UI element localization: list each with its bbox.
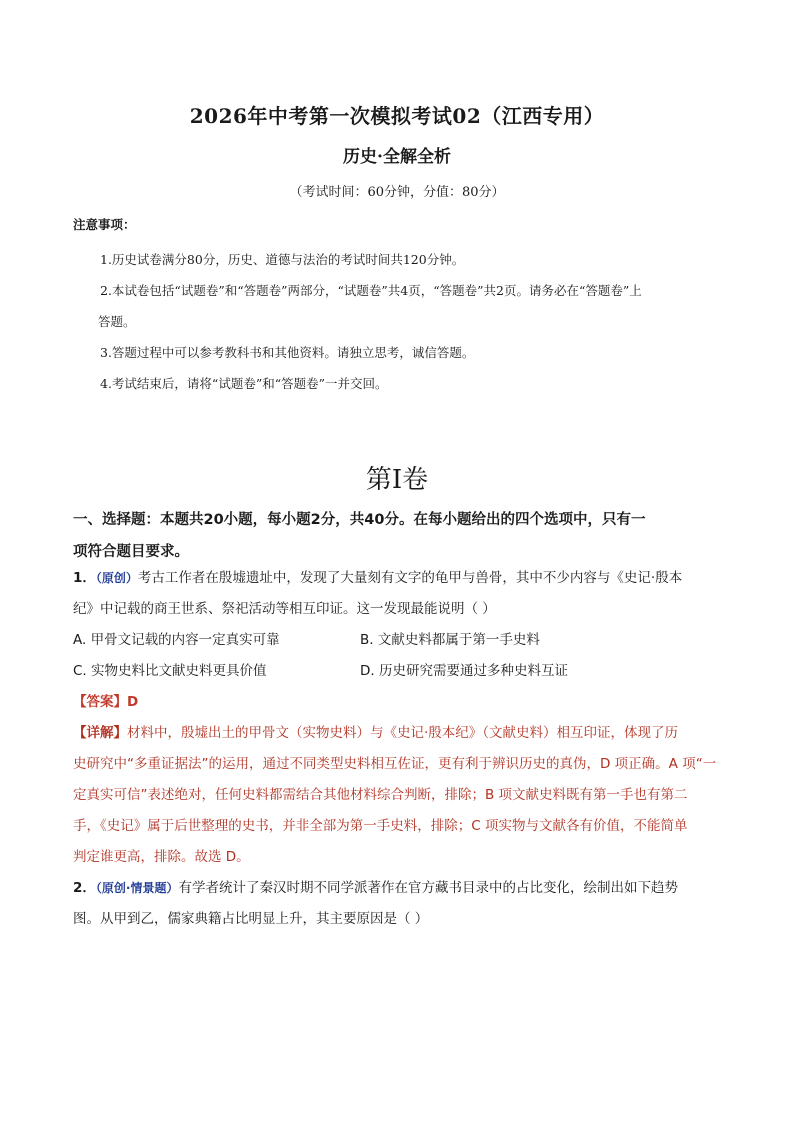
option-c: C. 实物史料比文献史料更具价值 — [73, 663, 267, 679]
answer-value: D — [127, 694, 139, 710]
answer-line — [73, 687, 138, 718]
detail-text: 史研究中“多重证据法”的运用，通过不同类型史料相互佐证，更有利于辨识历史的真伪，D 项正确。A 项“一 — [73, 756, 717, 772]
question-1-options — [73, 625, 723, 687]
detail-text: 材料中，殷墟出土的甲骨文（实物史料）与《史记·殷本纪》（文献史料）相互印证，体现了历 — [127, 725, 679, 741]
notice-item: 3.答题过程中可以参考教科书和其他资料。请独立思考，诚信答题。 — [100, 345, 475, 360]
section-title: 第Ⅰ卷 — [365, 465, 429, 495]
question-stem: 纪》中记载的商王世系、祭祀活动等相互印证。这一发现最能说明（ ） — [73, 601, 496, 617]
explanation — [73, 718, 723, 873]
notice-item: 2.本试卷包括“试题卷”和“答题卷”两部分，“试题卷”共4页，“答题卷”共2页。请务必在“答题卷”上 — [100, 283, 642, 298]
option-b: B. 文献史料都属于第一手史料 — [360, 632, 540, 648]
detail-text: 定真实可信”表述绝对，任何史料都需结合其他材料综合判断，排除；B 项文献史料既有第一手也有第二 — [73, 787, 688, 803]
notice-heading: 注意事项： — [73, 217, 136, 232]
instruction-line: 一、选择题：本题共20小题，每小题2分，共40分。在每小题给出的四个选项中，只有一 — [73, 512, 646, 528]
detail-label: 【详解】 — [73, 725, 127, 741]
notice-item: 4.考试结束后，请将“试题卷”和“答题卷”一并交回。 — [100, 376, 388, 391]
question-number: 2． — [73, 880, 96, 896]
exam-subtitle: 历史·全解全析 — [343, 147, 451, 167]
notice-list — [100, 244, 725, 399]
notice-item: 1.历史试卷满分80分，历史、道德与法治的考试时间共120分钟。 — [100, 252, 465, 267]
question-stem: 有学者统计了秦汉时期不同学派著作在官方藏书目录中的占比变化，绘制出如下趋势 — [178, 880, 678, 896]
answer-label: 【答案】 — [73, 694, 127, 710]
detail-text: 判定谁更高，排除。故选 D。 — [73, 849, 250, 865]
detail-text: 手，《史记》属于后世整理的史书，并非全部为第一手史料，排除；C 项实物与文献各有价值，不能简单 — [73, 818, 688, 834]
section-instruction — [73, 504, 723, 568]
question-number: 1． — [73, 570, 96, 586]
notice-item-continued: 答题。 — [98, 314, 136, 329]
option-a: A. 甲骨文记载的内容一定真实可靠 — [73, 632, 280, 648]
question-2 — [73, 873, 723, 935]
instruction-line: 项符合题目要求。 — [73, 544, 189, 560]
exam-title: 2026年中考第一次模拟考试02（江西专用） — [189, 104, 605, 128]
question-stem: 考古工作者在殷墟遗址中，发现了大量刻有文字的龟甲与兽骨，其中不少内容与《史记·殷本 — [137, 570, 683, 586]
question-tag: （原创） — [95, 571, 138, 585]
question-stem: 图。从甲到乙，儒家典籍占比明显上升，其主要原因是（ ） — [73, 911, 429, 927]
exam-info: （考试时间：60分钟，分值：80分） — [289, 185, 505, 200]
question-tag: （原创·情景题） — [95, 881, 179, 895]
question-1 — [73, 563, 723, 625]
option-d: D. 历史研究需要通过多种史料互证 — [360, 663, 568, 679]
